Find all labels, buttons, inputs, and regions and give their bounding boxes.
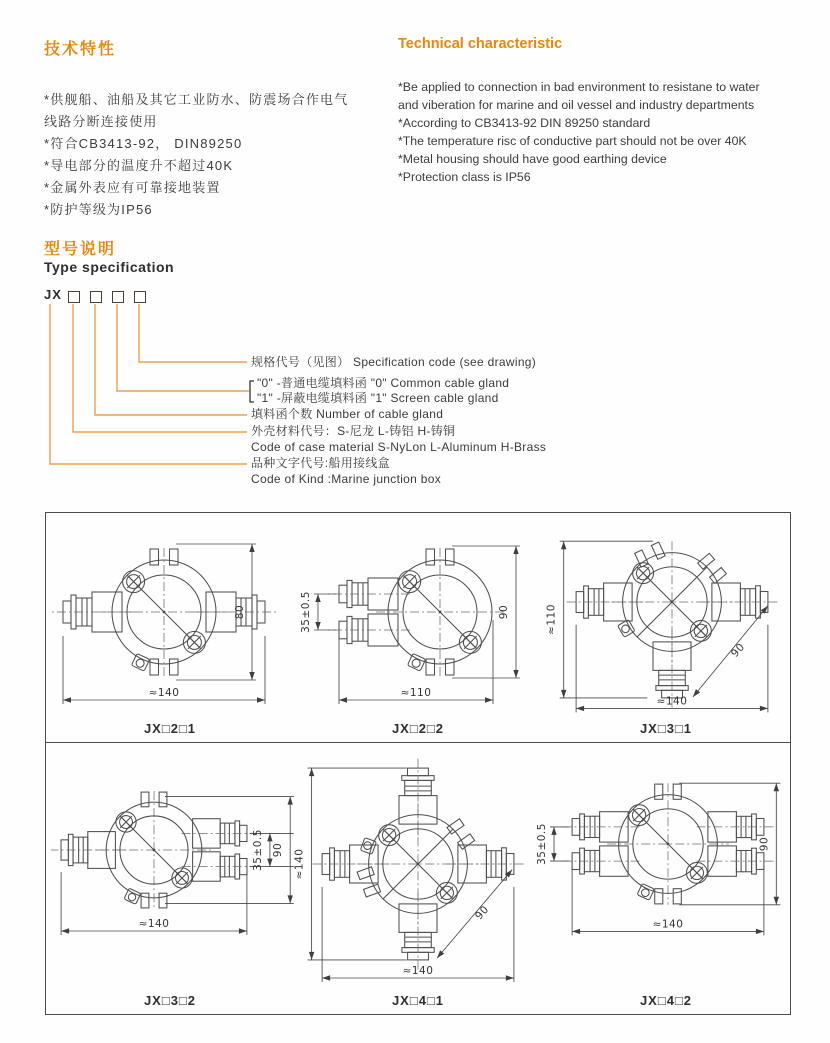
- svg-text:80: 80: [234, 604, 246, 620]
- tech-line-3: *The temperature risc of conductive part should not be over 40K: [398, 134, 747, 148]
- tech-line-1: 线路分断连接使用: [44, 114, 158, 129]
- tech-lines-zh: [44, 89, 384, 221]
- callout-line-0: 规格代号（见图） Specification code (see drawing): [251, 355, 537, 369]
- junction-box-drawing: [46, 752, 294, 990]
- figure-jx2-1: [46, 518, 294, 742]
- junction-box-drawing: [294, 752, 542, 990]
- callout-line-3: 填料函个数 Number of cable gland: [251, 407, 444, 421]
- tech-line-5: *Protection class is IP56: [398, 170, 531, 184]
- callout-line-4: 外壳材料代号：S-尼龙 L-铸铝 H-铸铜: [251, 424, 456, 438]
- tech-line-0: *供舰船、油船及其它工业防水、防震场合作电气: [44, 92, 349, 107]
- svg-text:35±0.5: 35±0.5: [536, 823, 548, 865]
- svg-text:≈140: ≈140: [148, 687, 180, 699]
- svg-text:35±0.5: 35±0.5: [300, 591, 312, 633]
- tech-line-1: and viberation for marine and oil vessel and industry departments: [398, 98, 755, 112]
- figure-label: JX□3□1: [639, 721, 693, 736]
- figure-label: JX□4□2: [639, 993, 693, 1008]
- svg-text:90: 90: [272, 842, 285, 858]
- svg-text:≈140: ≈140: [652, 918, 684, 931]
- type-spec-heading-zh: 型号说明: [44, 241, 117, 258]
- figure-jx3-1: [542, 518, 790, 742]
- callout-line-6: 品种文字代号:船用接线盒: [251, 456, 390, 470]
- svg-text:≈110: ≈110: [545, 604, 558, 635]
- tech-line-2: *符合CB3413-92， DIN89250: [44, 136, 243, 151]
- svg-text:≈140: ≈140: [656, 695, 688, 708]
- junction-box-drawing: [542, 518, 790, 718]
- callout-line-5: Code of case material S-NyLon L-Aluminum H-Brass: [251, 440, 547, 454]
- tech-lines-en: [398, 78, 810, 186]
- figure-label: JX□3□2: [143, 993, 197, 1008]
- type-spec-section: [44, 236, 784, 502]
- junction-box-drawing: [294, 518, 542, 718]
- svg-text:90: 90: [473, 903, 492, 923]
- svg-text:≈140: ≈140: [138, 918, 170, 930]
- tech-section-zh: [44, 36, 384, 221]
- tech-line-2: *According to CB3413-92 DIN 89250 standard: [398, 116, 651, 130]
- callout-connector: [50, 304, 247, 464]
- figure-jx3-2: [46, 752, 294, 1014]
- tech-line-0: *Be applied to connection in bad environment to resistane to water: [398, 80, 760, 94]
- tech-heading-zh: 技术特性: [44, 41, 117, 58]
- svg-text:35±0.5: 35±0.5: [251, 829, 264, 871]
- tech-section-en: [398, 36, 810, 186]
- callout-connector: [139, 304, 247, 362]
- callout-connector: [117, 304, 249, 391]
- type-code-diagram: [44, 286, 774, 492]
- svg-text:90: 90: [498, 604, 510, 620]
- svg-text:90: 90: [758, 836, 771, 852]
- callout-line-7: Code of Kind :Marine junction box: [251, 472, 442, 486]
- figure-label: JX□2□1: [143, 721, 197, 736]
- tech-heading-en: Technical characteristic: [398, 36, 563, 52]
- callout-line-1: "0" -普通电缆填料函 "0" Common cable gland: [257, 376, 510, 390]
- junction-box-drawing: [46, 518, 294, 718]
- svg-text:≈140: ≈140: [293, 848, 306, 880]
- callout-line-2: "1" -屏蔽电缆填料函 "1" Screen cable gland: [257, 391, 499, 405]
- drawings-panel-bottom: [45, 742, 791, 1015]
- figure-jx4-1: [294, 752, 542, 1014]
- bracket-icon: [250, 381, 254, 402]
- drawings-panel-top: [45, 512, 791, 743]
- tech-line-5: *防护等级为IP56: [44, 202, 153, 217]
- svg-text:90: 90: [728, 641, 748, 660]
- tech-line-4: *Metal housing should have good earthing device: [398, 152, 667, 166]
- figure-jx2-2: [294, 518, 542, 742]
- tech-line-4: *金属外表应有可靠接地装置: [44, 180, 221, 195]
- svg-text:≈140: ≈140: [402, 965, 434, 977]
- svg-text:≈110: ≈110: [400, 687, 432, 699]
- figure-label: JX□2□2: [391, 721, 445, 736]
- type-spec-heading-en: Type specification: [44, 259, 175, 275]
- figure-jx4-2: [536, 752, 790, 1014]
- tech-line-3: *导电部分的温度升不超过40K: [44, 158, 234, 173]
- junction-box-drawing: [536, 752, 790, 990]
- figure-label: JX□4□1: [391, 993, 445, 1008]
- callout-connector: [73, 304, 247, 432]
- type-code-prefix: JX: [44, 287, 62, 302]
- callout-connector: [95, 304, 247, 415]
